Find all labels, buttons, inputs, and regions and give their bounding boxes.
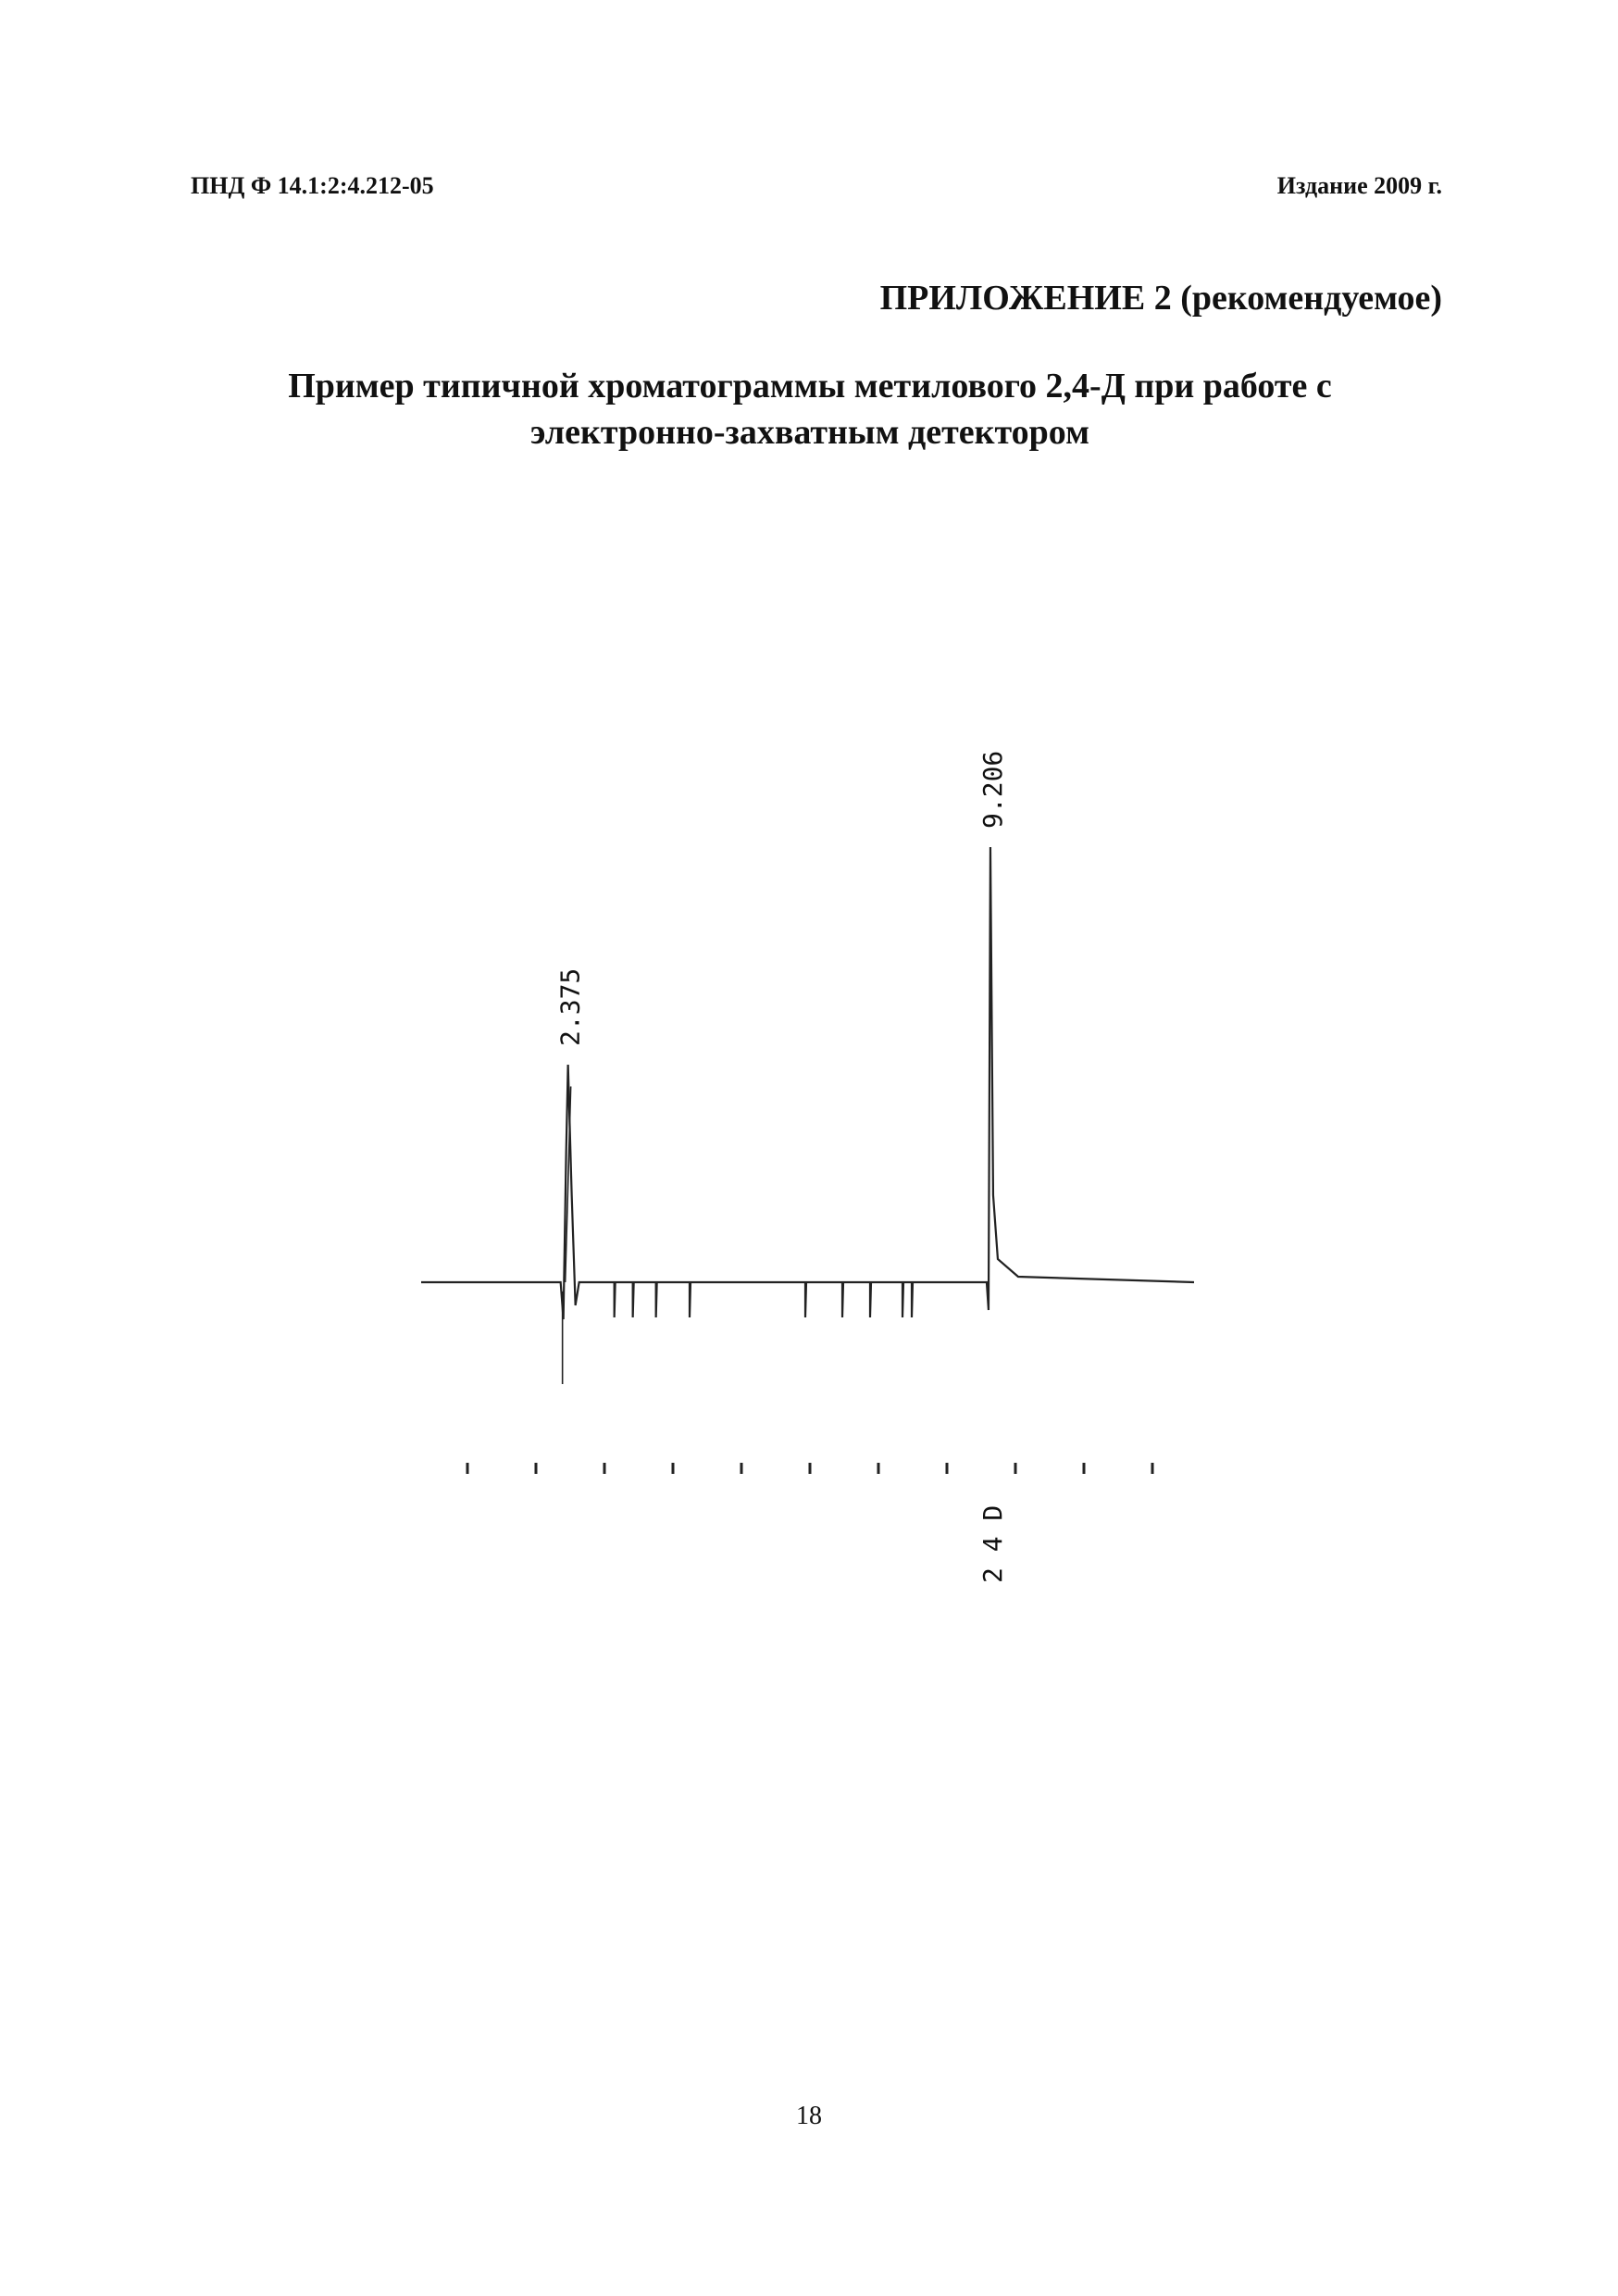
- time-axis-ticks: [467, 1463, 1152, 1474]
- appendix-title: ПРИЛОЖЕНИЕ 2 (рекомендуемое): [879, 279, 1442, 318]
- peak-label-1: 2.375: [554, 967, 586, 1046]
- chromatogram: [398, 704, 1231, 1611]
- chromatogram-line: [421, 847, 1194, 1319]
- caption-line-1: Пример типичной хроматограммы метилового 2,4-Д при работе с: [288, 367, 1332, 406]
- peak-label-2: 9.206: [977, 750, 1008, 829]
- edition-label: Издание 2009 г.: [1276, 172, 1442, 199]
- page-number: 18: [796, 2102, 822, 2130]
- peak-labels: [555, 751, 1008, 1583]
- caption-line-2: электронно-захватным детектором: [530, 413, 1089, 452]
- compound-label-1: 2 4 D: [977, 1504, 1008, 1583]
- document-code: ПНД Ф 14.1:2:4.212-05: [191, 172, 434, 199]
- figure-caption: [185, 363, 1435, 455]
- chromatogram-trace: [421, 847, 1194, 1384]
